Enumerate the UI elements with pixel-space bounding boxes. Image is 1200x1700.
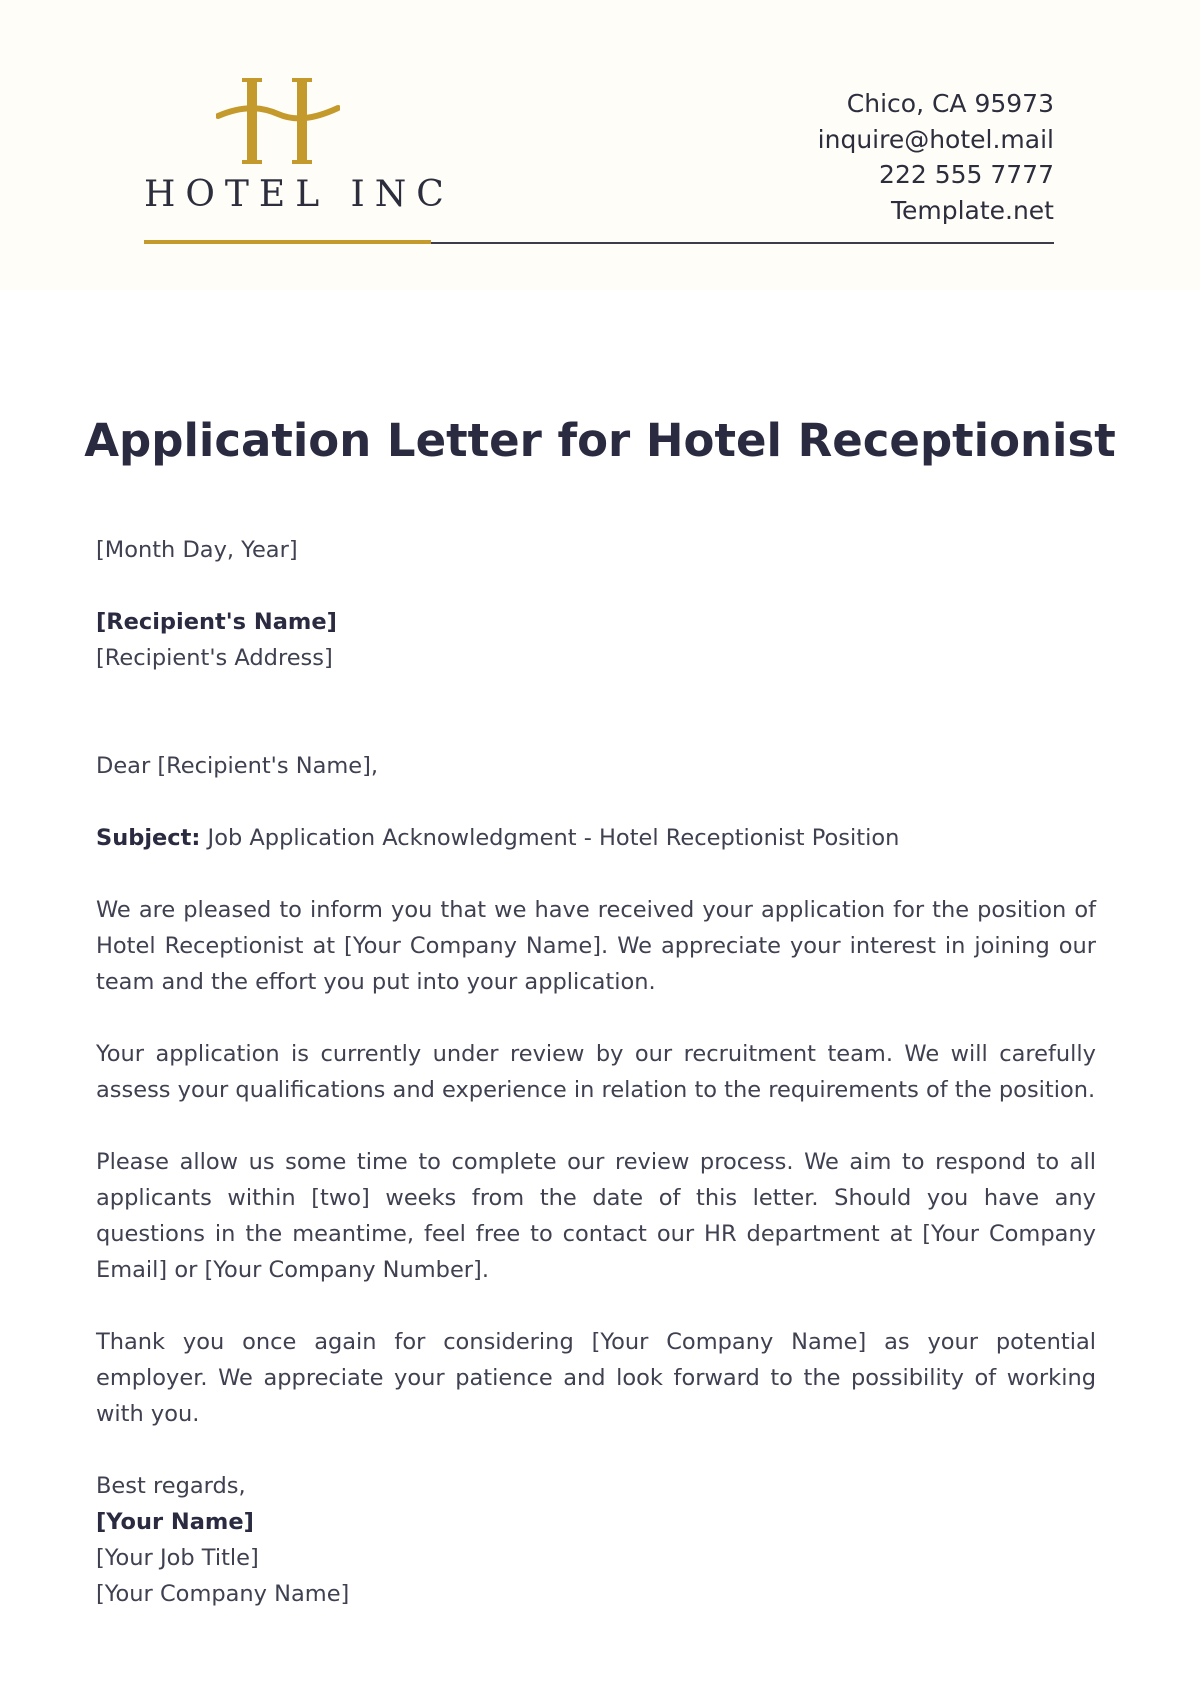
signer-company: [Your Company Name]	[96, 1581, 350, 1607]
hotel-h-logo-icon	[216, 74, 340, 166]
header-rule	[431, 242, 1054, 244]
subject-line	[96, 820, 1096, 856]
paragraph-review: Your application is currently under review by our recruitment team. We will carefully assess your qualifications and experience in relation to the requirements of the position.	[96, 1041, 1096, 1103]
letter-date: [Month Day, Year]	[96, 537, 298, 563]
salutation: Dear [Recipient's Name],	[96, 753, 379, 779]
header-rule-accent	[144, 240, 431, 244]
subject-label: Subject:	[96, 825, 201, 851]
paragraph-acknowledgment: We are pleased to inform you that we have received your application for the position of Hotel Receptionist at [Your Company Name]. We appreciate your interest in joining our team and the effort you put into your application.	[96, 897, 1096, 995]
contact-website[interactable]: Template.net	[890, 195, 1054, 225]
brand-name: HOTEL INC	[144, 174, 454, 215]
signer-name: [Your Name]	[96, 1509, 254, 1535]
contact-email[interactable]: inquire@hotel.mail	[817, 124, 1054, 154]
paragraph-timeline: Please allow us some time to complete our review process. We aim to respond to all applicants within [two] weeks from the date of this letter. Should you have any questions in the meantime, feel free to contact our HR department at [Your Company Email] or [Your Company Number].	[96, 1149, 1096, 1283]
closing-regards: Best regards,	[96, 1473, 246, 1499]
contact-address: Chico, CA 95973	[846, 89, 1054, 118]
recipient-name: [Recipient's Name]	[96, 609, 337, 635]
letter-title: Application Letter for Hotel Receptionist	[84, 414, 1116, 467]
hotel-logo	[144, 66, 454, 216]
recipient-address: [Recipient's Address]	[96, 645, 333, 671]
contact-phone: 222 555 7777	[879, 160, 1054, 189]
signer-job-title: [Your Job Title]	[96, 1545, 259, 1571]
contact-info	[818, 86, 1054, 228]
paragraph-thanks: Thank you once again for considering [Your Company Name] as your potential employer. We appreciate your patience and look forward to the possibility of working with you.	[96, 1329, 1096, 1427]
subject-text: Job Application Acknowledgment - Hotel Receptionist Position	[200, 825, 900, 851]
